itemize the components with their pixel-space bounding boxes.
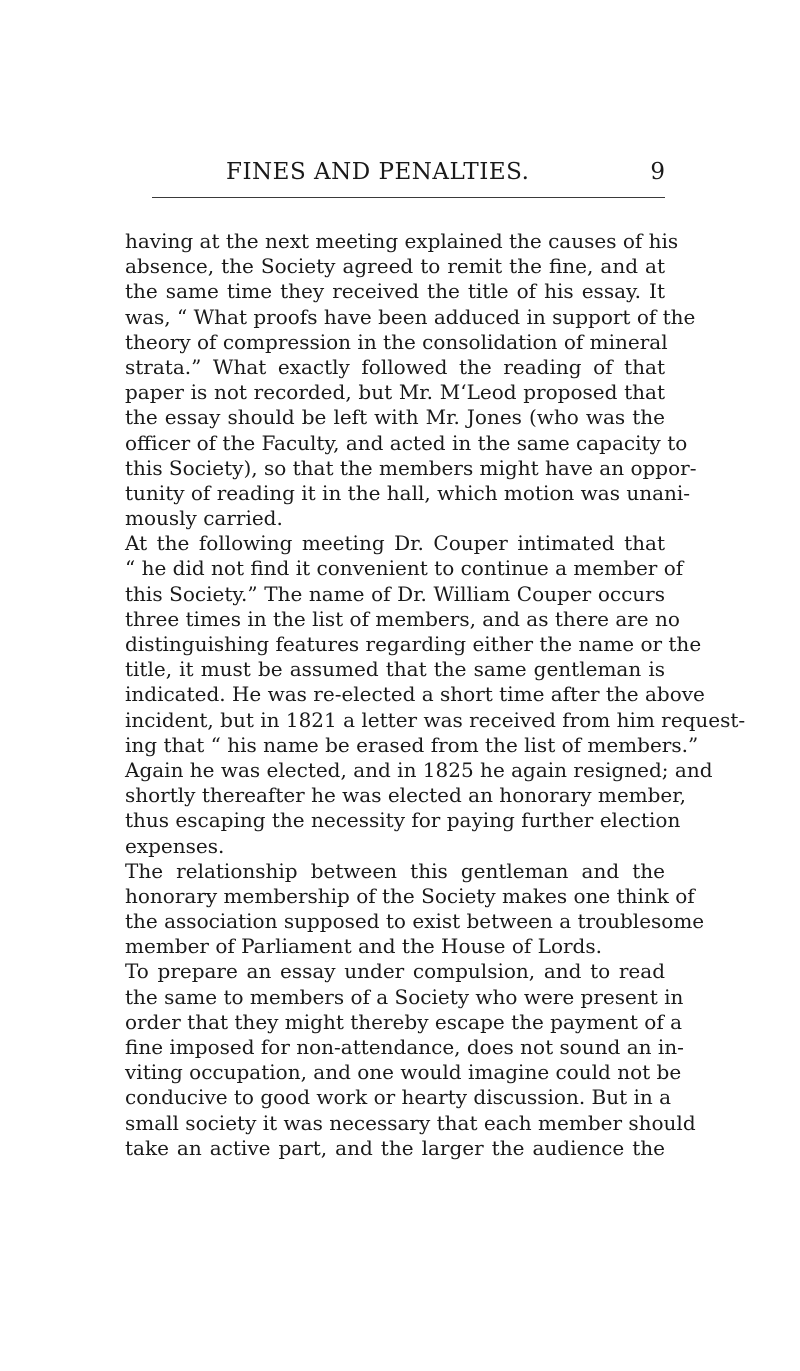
body-text [125,229,746,1161]
text-line: Again he was elected, and in 1825 he again resigned; and [125,757,713,782]
text-line: the same to members of a Society who were present in [125,984,684,1009]
text-line: this Society), so that the members might have an oppor- [125,455,697,480]
text-line: viting occupation, and one would imagine could not be [125,1060,682,1085]
text-line: The relationship between this gentleman and the [125,858,665,883]
text-line: the essay should be left with Mr. Jones (who was the [125,405,665,430]
text-line: thus escaping the necessity for paying further election [125,808,681,833]
text-line: ing that “ his name be erased from the list of members.” [125,732,699,757]
text-line: take an active part, and the larger the audience the [125,1135,665,1160]
text-line: “ he did not find it convenient to continue a member of [125,556,684,581]
text-line: officer of the Faculty, and acted in the same capacity to [125,430,688,455]
text-line: distinguishing features regarding either the name or the [125,632,702,656]
running-title: FINES AND PENALTIES. [226,159,530,185]
text-line: three times in the list of members, and as there are no [125,606,680,631]
text-line: shortly thereafter he was elected an honorary member, [125,783,686,808]
text-line: the association supposed to exist between a troublesome [125,909,705,934]
header-rule [152,197,665,198]
text-line: tunity of reading it in the hall, which motion was unani- [125,480,691,505]
text-line: this Society.” The name of Dr. William Couper occurs [125,581,665,606]
text-line: was, “ What proofs have been adduced in support of the [125,304,696,329]
text-line: absence, the Society agreed to remit the fine, and at [125,254,665,279]
text-line: having at the next meeting explained the causes of his [125,229,679,253]
text-line: member of Parliament and the House of Lords. [125,934,602,959]
text-line: conducive to good work or hearty discussion. But in a [125,1085,672,1110]
text-line: strata.” What exactly followed the reading of that [125,354,665,379]
text-line: fine imposed for non-attendance, does not sound an in- [125,1035,684,1059]
text-line: paper is not recorded, but Mr. M‘Leod proposed that [125,380,665,405]
text-line: indicated. He was re-elected a short time after the above [125,682,705,707]
running-head [152,159,665,189]
page-number: 9 [650,159,665,185]
text-line: incident, but in 1821 a letter was received from him request- [125,707,746,732]
text-line: expenses. [125,833,225,858]
text-line: small society it was necessary that each member should [125,1110,696,1135]
text-line: order that they might thereby escape the payment of a [125,1009,683,1034]
text-line: theory of compression in the consolidation of mineral [125,329,668,354]
text-line: To prepare an essay under compulsion, and to read [125,959,665,984]
text-line: At the following meeting Dr. Couper intimated that [125,531,665,556]
text-line: the same time they received the title of his essay. It [125,279,665,304]
text-line: honorary membership of the Society makes one think of [125,883,695,908]
text-line: mously carried. [125,506,283,531]
text-line: title, it must be assumed that the same gentleman is [125,657,665,682]
